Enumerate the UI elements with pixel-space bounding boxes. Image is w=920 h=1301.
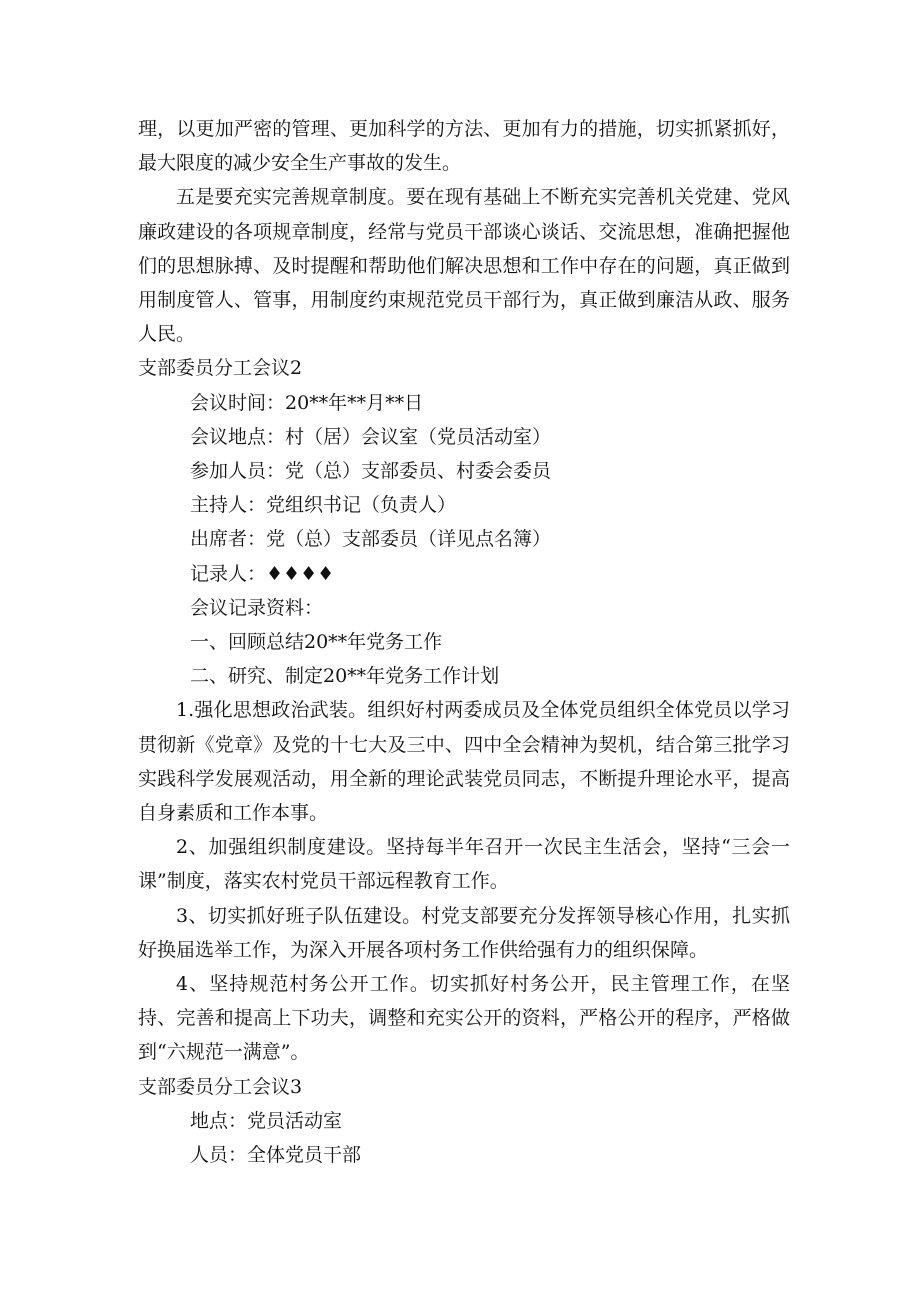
plan-item-2: 2、加强组织制度建设。坚持每半年召开一次民主生活会，坚持“三会一课”制度，落实农村党员干部远程教育工作。 (138, 836, 790, 893)
meeting-host: 主持人：党组织书记（负责人） (190, 494, 457, 517)
section3-people: 人员：全体党员干部 (190, 1144, 362, 1167)
paragraph-regulations: 五是要充实完善规章制度。要在现有基础上不断充实完善机关党建、党风廉政建设的各项规章制度，经常与党员干部谈心谈话、交流思想，准确把握他们的思想脉搏、及时提醒和帮助他们解决思想和工作中存在的问题，真正做到用制度管人、管事，用制度约束规范党员干部行为，真正做到廉洁从政、服务人民。 (138, 186, 790, 346)
agenda-item-2: 二、研究、制定20**年党务工作计划 (190, 665, 500, 688)
section-heading-3: 支部委员分工会议3 (138, 1075, 303, 1098)
meeting-present: 出席者：党（总）支部委员（详见点名簿） (190, 528, 552, 551)
paragraph-continued: 理，以更加严密的管理、更加科学的方法、更加有力的措施，切实抓紧抓好，最大限度的减少安全生产事故的发生。 (138, 118, 790, 175)
meeting-recorder: 记录人：♦♦♦♦ (190, 562, 335, 585)
meeting-place: 会议地点：村（居）会议室（党员活动室） (190, 425, 552, 448)
plan-item-3: 3、切实抓好班子队伍建设。村党支部要充分发挥领导核心作用，扎实抓好换届选举工作，为深入开展各项村务工作供给强有力的组织保障。 (138, 904, 790, 961)
meeting-attendees: 参加人员：党（总）支部委员、村委会委员 (190, 460, 552, 483)
document-body (138, 112, 790, 1172)
meeting-record-title: 会议记录资料： (190, 596, 324, 619)
section3-place: 地点：党员活动室 (190, 1109, 343, 1132)
plan-item-4: 4、坚持规范村务公开工作。切实抓好村务公开，民主管理工作，在坚持、完善和提高上下功夫，调整和充实公开的资料，严格公开的程序，严格做到“六规范一满意”。 (138, 973, 790, 1064)
agenda-item-1: 一、回顾总结20**年党务工作 (190, 631, 443, 654)
plan-item-1: 1.强化思想政治武装。组织好村两委成员及全体党员组织全体党员以学习贯彻新《党章》及党的十七大及三中、四中全会精神为契机，结合第三批学习实践科学发展观活动，用全新的理论武装党员同志，不断提升理论水平，提高自身素质和工作本事。 (138, 699, 790, 825)
section-heading-2: 支部委员分工会议2 (138, 357, 303, 380)
meeting-time: 会议时间：20**年**月**日 (190, 391, 424, 414)
